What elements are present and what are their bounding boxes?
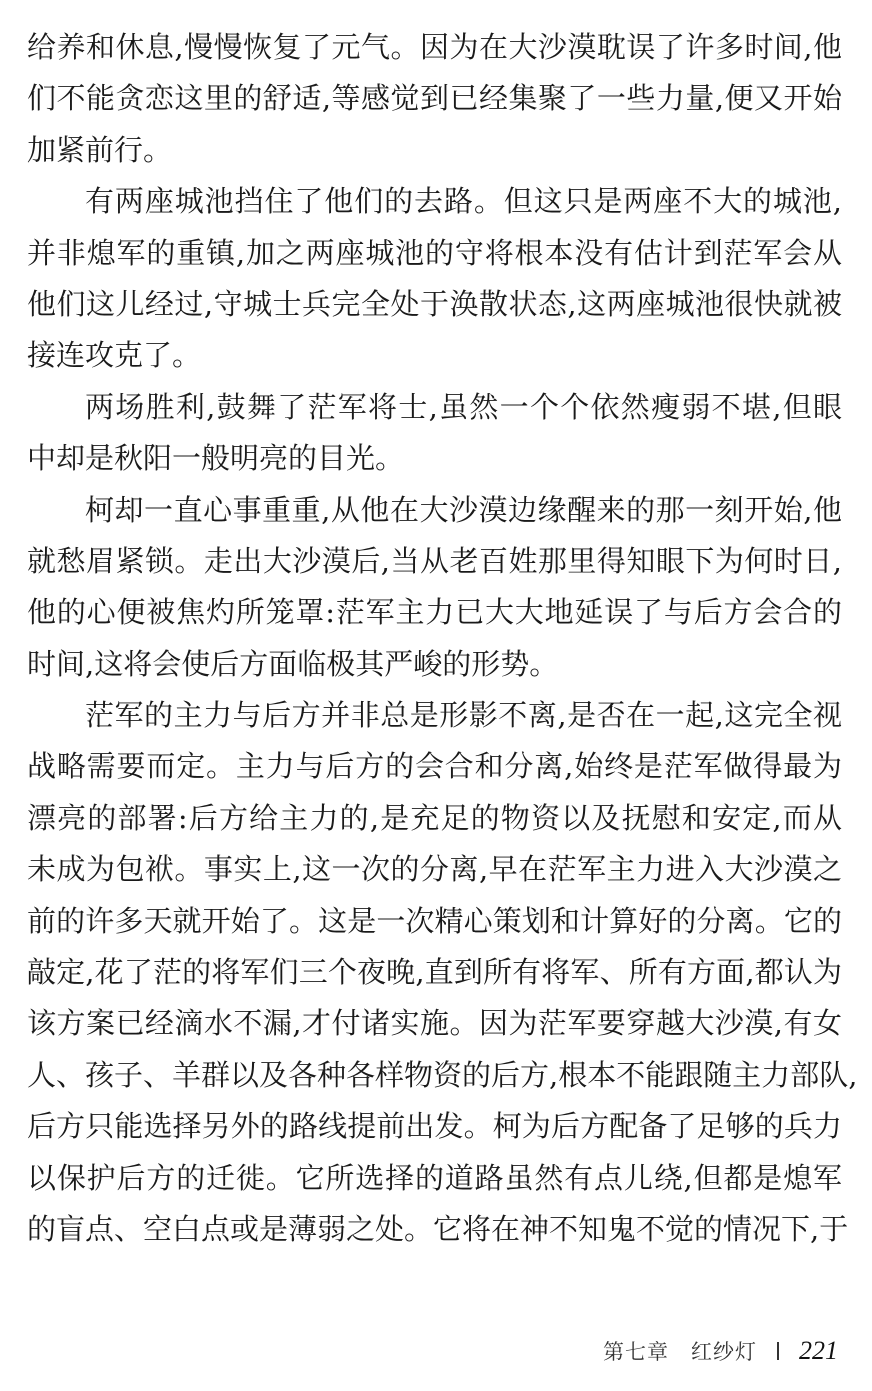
paragraph-1 bbox=[27, 22, 842, 176]
text-line: 他们这儿经过,守城士兵完全处于涣散状态,这两座城池很快就被 bbox=[27, 286, 842, 321]
text-line: 敲定,花了茫的将军们三个夜晚,直到所有将军、所有方面,都认为 bbox=[27, 955, 842, 990]
text-line: 以保护后方的迁徙。它所选择的道路虽然有点儿绕,但都是熄军 bbox=[27, 1160, 842, 1195]
page-number: 221 bbox=[799, 1336, 838, 1365]
text-line: 就愁眉紧锁。走出大沙漠后,当从老百姓那里得知眼下为何时日, bbox=[27, 543, 842, 578]
chapter-title: 红纱灯 bbox=[691, 1340, 757, 1364]
text-line: 给养和休息,慢慢恢复了元气。因为在大沙漠耽误了许多时间,他 bbox=[27, 30, 842, 64]
text-line: 有两座城池挡住了他们的去路。但这只是两座不大的城池, bbox=[85, 184, 842, 219]
text-line: 柯却一直心事重重,从他在大沙漠边缘醒来的那一刻开始,他 bbox=[85, 492, 842, 527]
text-line: 战略需要而定。主力与后方的会合和分离,始终是茫军做得最为 bbox=[27, 749, 842, 784]
text-line: 该方案已经滴水不漏,才付诸实施。因为茫军要穿越大沙漠,有女 bbox=[27, 1006, 842, 1041]
text-line: 未成为包袱。事实上,这一次的分离,早在茫军主力进入大沙漠之 bbox=[27, 852, 842, 887]
text-line: 们不能贪恋这里的舒适,等感觉到已经集聚了一些力量,便又开始 bbox=[27, 81, 842, 116]
text-line: 漂亮的部署:后方给主力的,是充足的物资以及抚慰和安定,而从 bbox=[27, 800, 842, 835]
footer-separator bbox=[777, 1342, 779, 1360]
text-line: 前的许多天就开始了。这是一次精心策划和计算好的分离。它的 bbox=[27, 903, 842, 938]
text-line: 并非熄军的重镇,加之两座城池的守将根本没有估计到茫军会从 bbox=[27, 235, 842, 270]
text-line: 人、孩子、羊群以及各种各样物资的后方,根本不能跟随主力部队, bbox=[27, 1057, 858, 1092]
text-line: 后方只能选择另外的路线提前出发。柯为后方配备了足够的兵力 bbox=[27, 1109, 842, 1144]
paragraph-4 bbox=[27, 485, 842, 691]
text-line: 的盲点、空白点或是薄弱之处。它将在神不知鬼不觉的情况下,于 bbox=[27, 1211, 849, 1246]
page-footer bbox=[603, 1333, 838, 1369]
paragraph-5 bbox=[27, 690, 858, 1255]
chapter-label: 第七章 bbox=[603, 1340, 669, 1364]
paragraph-3 bbox=[27, 382, 842, 485]
text-line: 中却是秋阳一般明亮的目光。 bbox=[27, 441, 405, 476]
text-line: 两场胜利,鼓舞了茫军将士,虽然一个个依然瘦弱不堪,但眼 bbox=[85, 389, 842, 424]
paragraph-2 bbox=[27, 176, 842, 382]
page-body bbox=[27, 22, 858, 1255]
text-line: 加紧前行。 bbox=[27, 132, 173, 167]
text-line: 接连攻克了。 bbox=[27, 338, 202, 373]
text-line: 他的心便被焦灼所笼罩:茫军主力已大大地延误了与后方会合的 bbox=[27, 595, 842, 630]
text-line: 茫军的主力与后方并非总是形影不离,是否在一起,这完全视 bbox=[85, 698, 842, 733]
text-line: 时间,这将会使后方面临极其严峻的形势。 bbox=[27, 646, 559, 681]
